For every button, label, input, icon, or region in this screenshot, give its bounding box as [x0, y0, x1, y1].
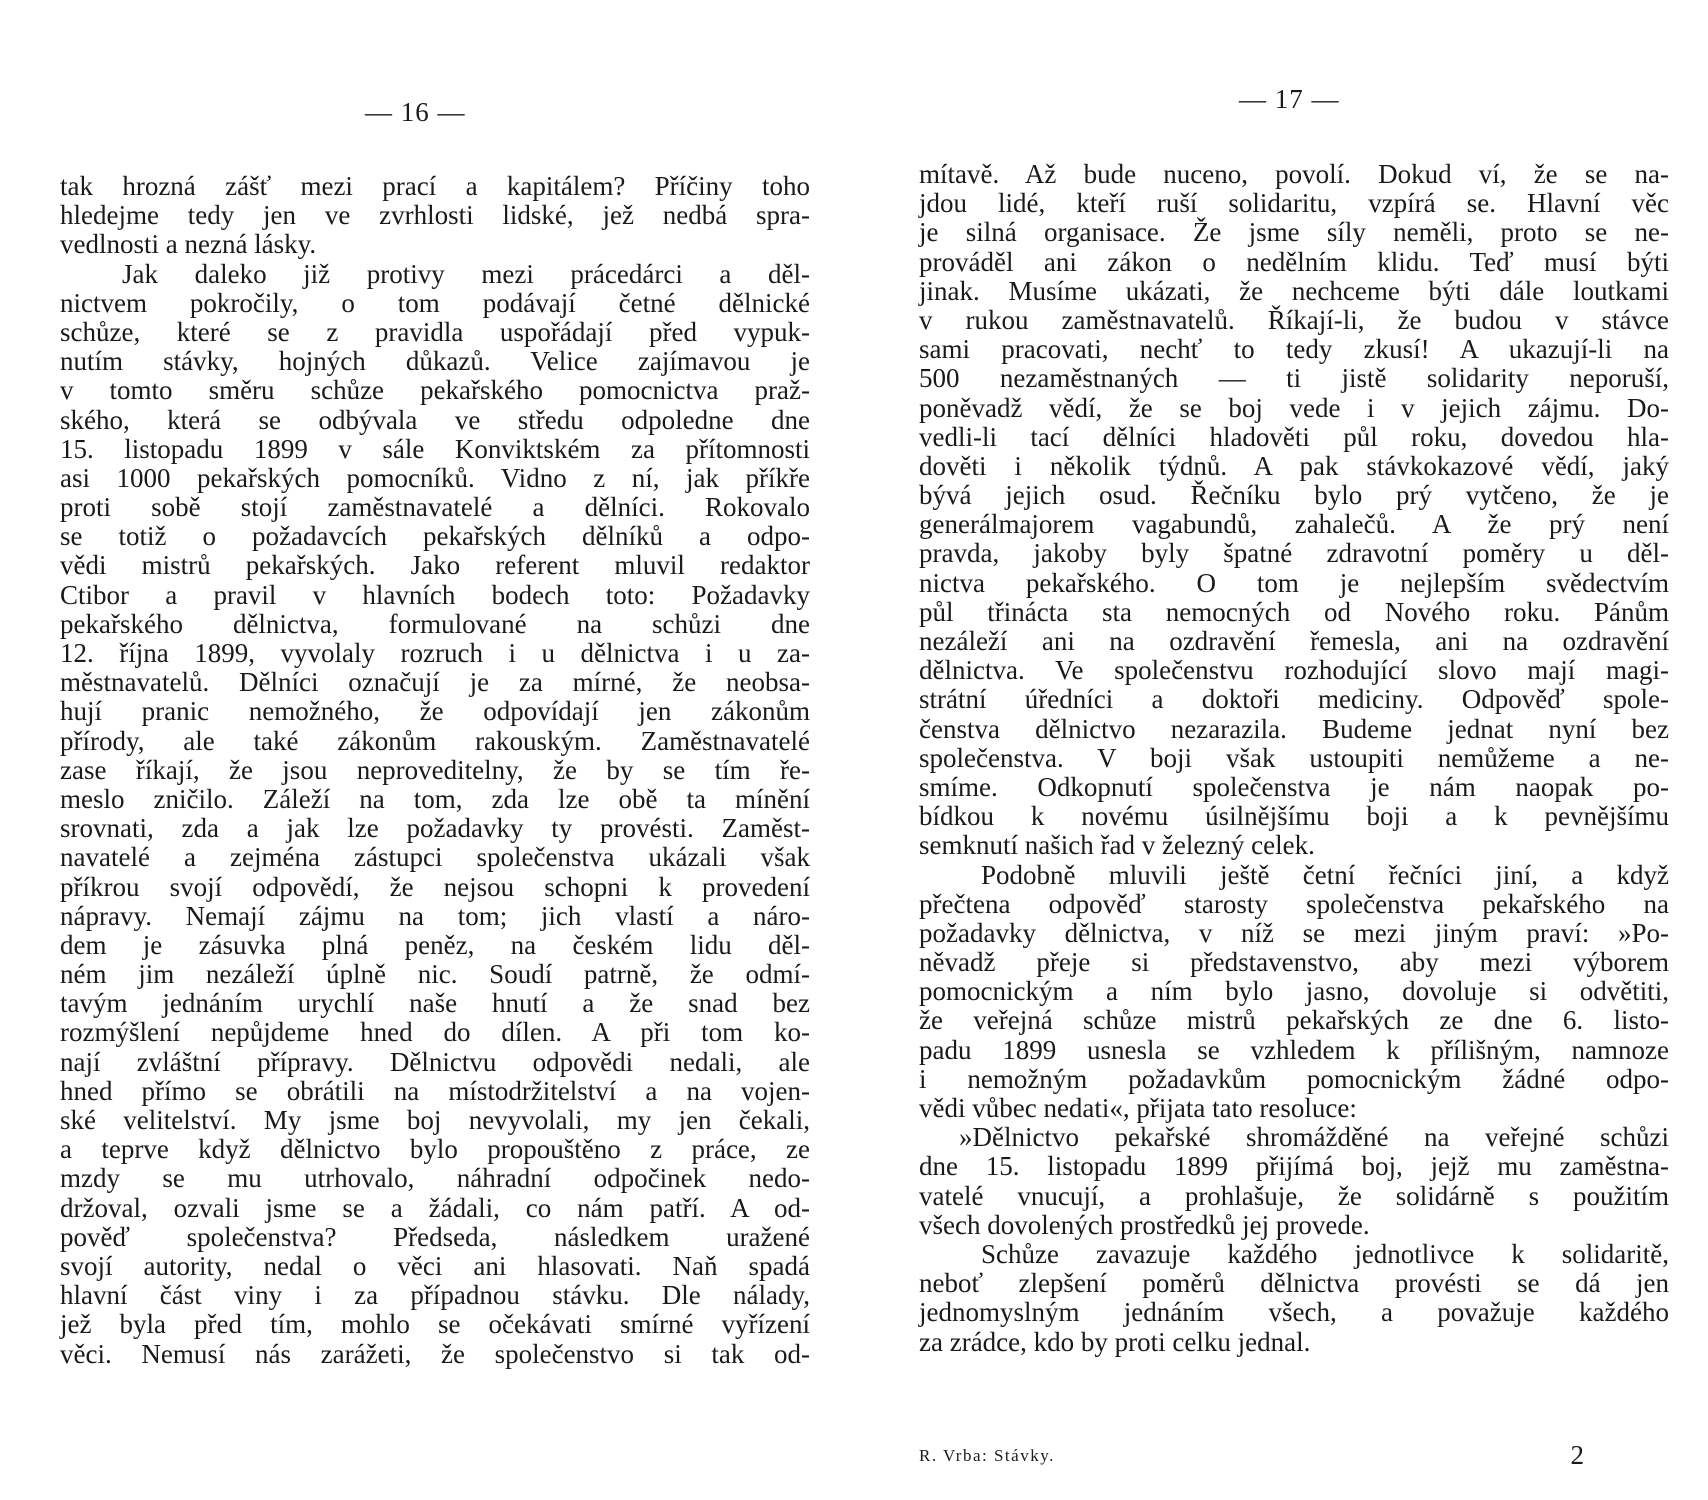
text-line: pomocnickým a ním bylo jasno, dovoluje si odvětiti,: [919, 976, 1669, 1007]
text-line: ského, která se odbývala ve středu odpoledne dne: [60, 404, 810, 435]
text-line: městnavatelů. Dělníci označují je za mírné, že neobsa-: [60, 667, 810, 698]
text-line: vědi vůbec nedati«, přijata tato resoluce:: [919, 1093, 1357, 1123]
text-line: 12. října 1899, vyvolaly rozruch i u dělnictva i u za-: [60, 638, 810, 668]
text-line: dověti i několik týdnů. A pak stávkokazové vědí, jaký: [919, 450, 1669, 481]
text-line: ném jim nezáleží úplně nic. Soudí patrně, že odmí-: [60, 959, 810, 990]
text-line: vedlnosti a nezná lásky.: [60, 229, 317, 260]
text-line: 15. listopadu 1899 v sále Konviktském za přítomnosti: [60, 433, 810, 464]
text-line: svojí autority, nedal o věci ani hlasovati. Naň spadá: [60, 1250, 810, 1281]
text-line: pověď společenstva? Předseda, následkem uražené: [60, 1221, 810, 1252]
text-line: je silná organisace. Že jsme síly neměli, proto se ne-: [919, 217, 1669, 248]
text-line: jinak. Musíme ukázati, že nechceme býti dále loutkami: [919, 275, 1669, 306]
text-line: v rukou zaměstnavatelů. Říkají-li, že budou v stávce: [919, 304, 1669, 335]
text-line: mzdy se mu utrhovalo, náhradní odpočinek nedo-: [60, 1163, 810, 1194]
text-line: ské velitelství. My jsme boj nevyvolali, my jen čekali,: [60, 1105, 810, 1135]
page-number-right: — 17 —: [1239, 84, 1340, 114]
text-line: hlavní část viny i za případnou stávku. Dle nálady,: [60, 1280, 810, 1311]
text-line: 500 nezaměstnaných — ti jistě solidarity neporuší,: [919, 363, 1669, 394]
text-line: bývá jejich osud. Řečníku bylo prý vytčeno, že je: [919, 480, 1669, 511]
text-line: že veřejná schůze mistrů pekařských ze dne 6. listo-: [919, 1005, 1669, 1036]
text-line: něvadž přeje si představenstvo, aby mezi výborem: [919, 947, 1669, 978]
text-line: neboť zlepšení poměrů dělnictva provésti se dá jen: [919, 1268, 1669, 1299]
text-line: všech dovolených prostředků jej provede.: [919, 1209, 1370, 1240]
text-line: hují pranic nemožného, že odpovídají jen zákonům: [60, 696, 810, 727]
left-page-text: [60, 172, 810, 1369]
text-line: prováděl ani zákon o nedělním klidu. Teď musí býti: [919, 246, 1669, 277]
text-line: dem je zásuvka plná peněz, na českém lidu děl-: [60, 929, 810, 960]
text-line: mítavě. Až bude nuceno, povolí. Dokud ví, že se na-: [919, 159, 1669, 189]
text-line: nictva pekařského. O tom je nejlepším svědectvím: [919, 567, 1669, 598]
text-line: pekařského dělnictva, formulované na schůzi dne: [60, 608, 810, 639]
text-line: dne 15. listopadu 1899 přijímá boj, jejž mu zaměstna-: [919, 1151, 1669, 1182]
text-line: semknutí našich řad v železný celek.: [919, 830, 1315, 861]
text-line: padu 1899 usnesla se vzhledem k přílišným, namnoze: [919, 1034, 1669, 1065]
text-line: i nemožným požadavkům pomocnickým žádné odpo-: [919, 1063, 1669, 1094]
text-line: tak hrozná zášť mezi prací a kapitálem? Příčiny toho: [60, 171, 810, 201]
text-line: poněvadž vědí, že se boj vede i v jejich zájmu. Do-: [919, 392, 1669, 423]
text-line: přírody, ale také zákonům rakouským. Zaměstnavatelé: [60, 725, 810, 756]
text-line: Podobně mluvili ještě četní řečníci jiní, a když: [981, 859, 1669, 890]
text-line: jež byla před tím, mohlo se očekávati smírné vyřízení: [60, 1309, 810, 1340]
text-line: věci. Nemusí nás zarážeti, že společenstvo si tak od-: [60, 1338, 810, 1369]
text-line: Schůze zavazuje každého jednotlivce k solidaritě,: [981, 1238, 1669, 1269]
text-line: tavým jednáním urychlí naše hnutí a že snad bez: [60, 988, 810, 1019]
text-line: nictvem pokročily, o tom podávají četné dělnické: [60, 287, 810, 318]
text-line: hned přímo se obrátili na místodržitelství a na vojen-: [60, 1075, 810, 1106]
text-line: jdou lidé, kteří ruší solidaritu, vzpírá se. Hlavní věc: [919, 188, 1669, 219]
text-line: Ctibor a pravil v hlavních bodech toto: Požadavky: [60, 579, 810, 610]
text-line: rozmýšlení nepůjdeme hned do dílen. A při tom ko-: [60, 1017, 810, 1048]
text-line: asi 1000 pekařských pomocníků. Vidno z ní, jak příkře: [60, 462, 810, 493]
text-line: se totiž o požadavcích pekařských dělníků a odpo-: [60, 521, 810, 552]
text-line: přečtena odpověď starosty společenstva pekařského na: [919, 888, 1669, 919]
text-line: schůze, které se z pravidla uspořádají před vypuk-: [60, 316, 810, 347]
text-line: pravda, jakoby byly špatné zdravotní poměry u děl-: [919, 538, 1669, 569]
sheet-number: 2: [1570, 1440, 1584, 1470]
text-line: a teprve když dělnictvo bylo propouštěno z práce, ze: [60, 1134, 810, 1165]
text-line: čenstva dělnictvo nezarazila. Budeme jednat nyní bez: [919, 713, 1669, 744]
text-line: generálmajorem vagabundů, zahalečů. A že prý není: [919, 509, 1669, 540]
text-line: nají zvláštní přípravy. Dělnictvu odpovědi nedali, ale: [60, 1046, 810, 1077]
text-line: za zrádce, kdo by proti celku jednal.: [919, 1326, 1311, 1357]
text-line: půl třinácta sta nemocných od Nového roku. Pánům: [919, 596, 1669, 627]
text-line: navatelé a zejména zástupci společenstva ukázali však: [60, 842, 810, 873]
text-line: požadavky dělnictva, v níž se mezi jiným praví: »Po-: [919, 917, 1669, 948]
text-line: dělnictva. Ve společenstvu rozhodující slovo mají magi-: [919, 655, 1669, 686]
text-line: bídkou k novému úsilnějšímu boji a k pevnějšímu: [919, 801, 1669, 832]
text-line: vedli-li tací dělníci hladověti půl roku, dovedou hla-: [919, 421, 1669, 452]
text-line: jednomyslným jednáním všech, a považuje každého: [919, 1297, 1669, 1328]
text-line: vatelé vnucují, a prohlašuje, že solidárně s použitím: [919, 1180, 1669, 1211]
text-line: nezáleží ani na ozdravění řemesla, ani na ozdravění: [919, 626, 1669, 656]
signature-mark: R. Vrba: Stávky.: [919, 1446, 1055, 1465]
text-line: v tomto směru schůze pekařského pomocnictva praž-: [60, 375, 810, 406]
text-line: proti sobě stojí zaměstnavatelé a dělníci. Rokovalo: [60, 492, 810, 523]
text-line: zase říkají, že jsou neproveditelny, že by se tím ře-: [60, 754, 810, 785]
right-page-text: [919, 160, 1669, 1357]
text-line: Jak daleko již protivy mezi prácedárci a děl-: [122, 258, 810, 289]
text-line: smíme. Odkopnutí společenstva je nám naopak po-: [919, 771, 1669, 802]
text-line: nutím stávky, hojných důkazů. Velice zajímavou je: [60, 346, 810, 377]
text-line: srovnati, zda a jak lze požadavky ty provésti. Zaměst-: [60, 813, 810, 844]
text-line: nápravy. Nemají zájmu na tom; jich vlastí a náro-: [60, 900, 810, 931]
text-line: vědi mistrů pekařských. Jako referent mluvil redaktor: [60, 550, 810, 581]
text-line: strátní úředníci a doktoři mediciny. Odpověď spole-: [919, 684, 1669, 715]
text-line: držoval, ozvali jsme se a žádali, co nám patří. A od-: [60, 1192, 810, 1223]
page-number-left: — 16 —: [365, 97, 466, 127]
text-line: společenstva. V boji však ustoupiti nemůžeme a ne-: [919, 742, 1669, 773]
text-line: meslo zničilo. Záleží na tom, zda lze obě ta mínění: [60, 783, 810, 814]
text-line: sami pracovati, nechť to tedy zkusí! A ukazují-li na: [919, 334, 1669, 365]
text-line: hledejme tedy jen ve zvrhlosti lidské, jež nedbá spra-: [60, 200, 810, 231]
text-line: »Dělnictvo pekařské shromážděné na veřejné schůzi: [959, 1122, 1669, 1153]
text-line: příkrou svojí odpovědí, že nejsou schopni k provedení: [60, 871, 810, 902]
